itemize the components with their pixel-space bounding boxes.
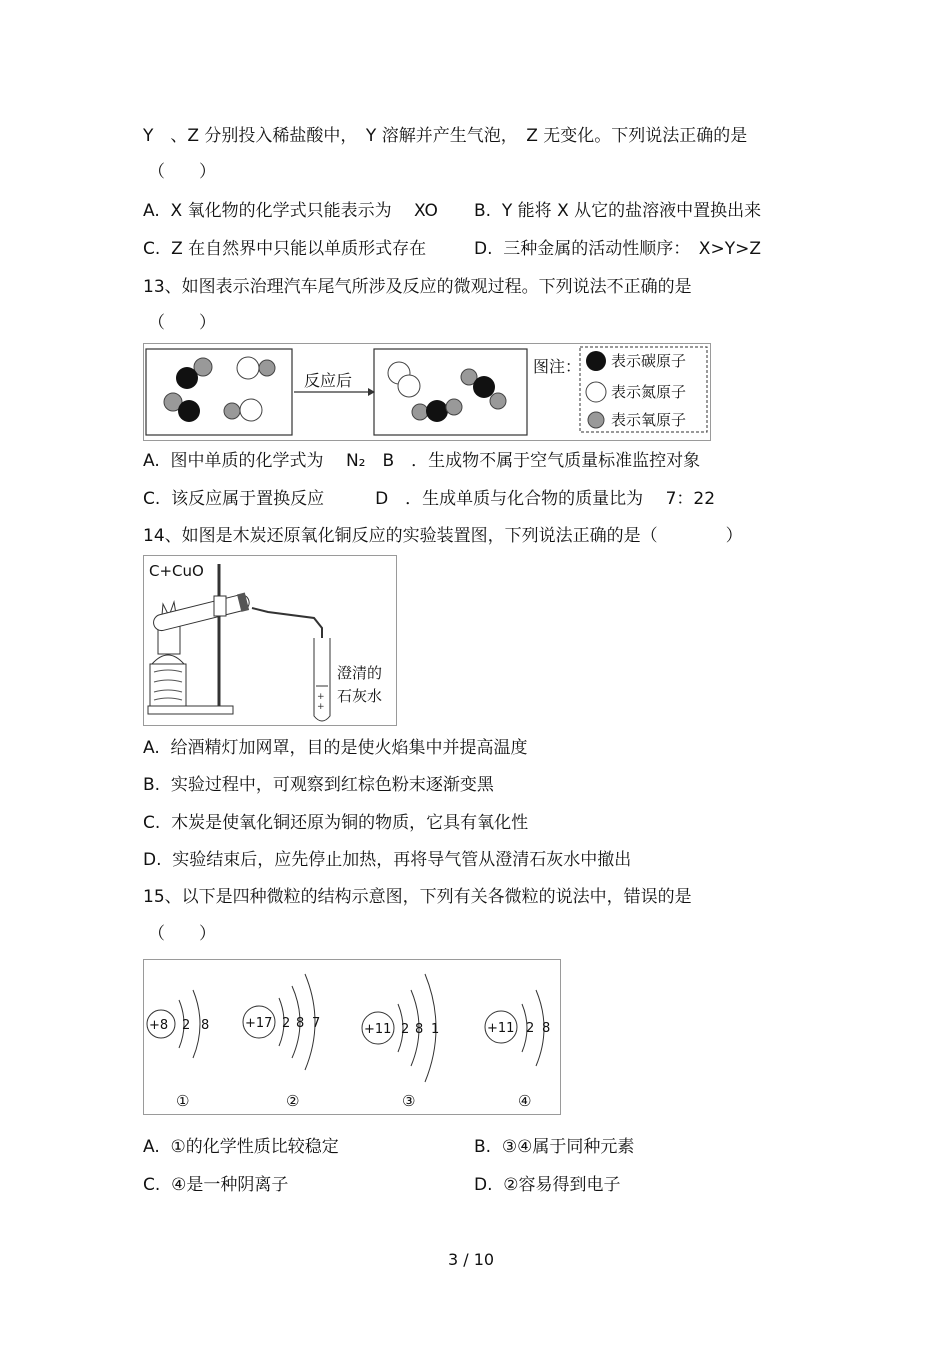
q14-apparatus-figure (143, 555, 397, 726)
nitrogen-atom (398, 375, 420, 397)
particle-4-shell-2: 8 (542, 1021, 551, 1036)
q15-particle-figure (143, 959, 561, 1115)
legend-oxygen-label: 表示氧原子 (611, 411, 687, 429)
carbon-atom (473, 376, 495, 398)
particle-1-shell-1: 2 (182, 1018, 191, 1033)
q14-option-a: A. 给酒精灯加网罩，目的是使火焰集中并提高温度 (143, 738, 528, 758)
particle-1-nucleus: +8 (149, 1018, 169, 1033)
q14-option-b: B. 实验过程中，可观察到红棕色粉末逐渐变黑 (143, 775, 494, 795)
q14-option-d: D. 实验结束后，应先停止加热，再将导气管从澄清石灰水中撤出 (143, 850, 632, 870)
limewater-label-2: 石灰水 (337, 687, 383, 705)
q14-stem: 14、如图是木炭还原氧化铜反应的实验装置图，下列说法正确的是（ ） (143, 526, 743, 546)
carbon-atom (176, 367, 198, 389)
carbon-atom (178, 400, 200, 422)
particle-2-shell-3: 7 (312, 1016, 321, 1031)
particle-4-number: ④ (518, 1092, 532, 1110)
q14-option-c: C. 木炭是使氧化铜还原为铜的物质，它具有氧化性 (143, 813, 529, 833)
q13-reaction-figure (143, 343, 711, 441)
particle-2-number: ② (286, 1092, 300, 1110)
carbon-atom (426, 400, 448, 422)
particle-3-shell-2: 8 (415, 1022, 424, 1037)
particle-3-structure (362, 974, 439, 1110)
legend-nitrogen-label: 表示氮原子 (611, 383, 687, 401)
particle-3-shell-1: 2 (401, 1022, 410, 1037)
q12-option-c: C. Z 在自然界中只能以单质形式存在 (143, 239, 427, 259)
q15-option-c: C. ④是一种阴离子 (143, 1175, 289, 1195)
legend-oxygen-icon (588, 412, 604, 428)
q15-answer-paren: （ ） (148, 924, 216, 944)
arrow-label: 反应后 (304, 371, 353, 390)
oxygen-atom (224, 403, 240, 419)
particle-2-shell-1: 2 (282, 1016, 291, 1031)
particle-1-structure (147, 990, 209, 1110)
legend-nitrogen-icon (586, 382, 606, 402)
particle-3-shell-3: 1 (431, 1022, 440, 1037)
particle-3-nucleus: +11 (364, 1022, 392, 1037)
q13-answer-paren: （ ） (148, 313, 216, 333)
q12-option-d: D. 三种金属的活动性顺序： X>Y>Z (474, 239, 761, 259)
legend-title: 图注： (533, 357, 582, 376)
nitrogen-atom (237, 357, 259, 379)
q12-stem-line: Y 、Z 分别投入稀盐酸中， Y 溶解并产生气泡， Z 无变化。下列说法正确的是 (143, 126, 748, 146)
q13-stem: 13、如图表示治理汽车尾气所涉及反应的微观过程。下列说法不正确的是 (143, 277, 692, 297)
q12-option-b: B. Y 能将 X 从它的盐溶液中置换出来 (474, 201, 762, 221)
stand-base (148, 706, 233, 714)
reaction-tube (152, 592, 251, 633)
oxygen-atom (412, 404, 428, 420)
oxygen-atom (490, 393, 506, 409)
oxygen-atom (259, 360, 275, 376)
particle-4-shell-1: 2 (526, 1021, 535, 1036)
q12-answer-paren: （ ） (148, 162, 216, 182)
oxygen-atom (446, 399, 462, 415)
particle-2-shell-2: 8 (296, 1016, 305, 1031)
particle-4-nucleus: +11 (487, 1021, 515, 1036)
particle-2-structure (243, 974, 320, 1110)
q15-option-a: A. ①的化学性质比较稳定 (143, 1137, 339, 1157)
page-number: 3 / 10 (448, 1250, 495, 1269)
legend-carbon-label: 表示碳原子 (611, 352, 687, 370)
apparatus-diagram (144, 556, 396, 725)
particle-3-number: ③ (402, 1092, 416, 1110)
particle-1-shell-2: 8 (201, 1018, 210, 1033)
particle-1-number: ① (176, 1092, 190, 1110)
alcohol-lamp (152, 655, 184, 664)
particle-4-structure (485, 990, 550, 1110)
particle-structure-diagram (144, 960, 560, 1114)
reagent-label: C+CuO (149, 562, 204, 580)
delivery-tube (252, 608, 322, 706)
svg-text:+: + (317, 702, 325, 712)
q13-option-c-d: C. 该反应属于置换反应 D ．生成单质与化合物的质量比为 7：22 (143, 489, 716, 509)
particle-2-nucleus: +17 (245, 1016, 273, 1031)
reaction-diagram (144, 344, 710, 440)
q15-option-b: B. ③④属于同种元素 (474, 1137, 635, 1157)
q12-option-a: A. X 氧化物的化学式只能表示为 XO (143, 201, 438, 221)
limewater-label-1: 澄清的 (337, 664, 383, 682)
svg-text:+: + (317, 692, 325, 702)
q13-option-a-b: A. 图中单质的化学式为 N₂ B ．生成物不属于空气质量标准监控对象 (143, 451, 701, 471)
nitrogen-atom (240, 399, 262, 421)
q15-option-d: D. ②容易得到电子 (474, 1175, 621, 1195)
legend-carbon-icon (586, 351, 606, 371)
q15-stem: 15、以下是四种微粒的结构示意图，下列有关各微粒的说法中，错误的是 (143, 887, 692, 907)
